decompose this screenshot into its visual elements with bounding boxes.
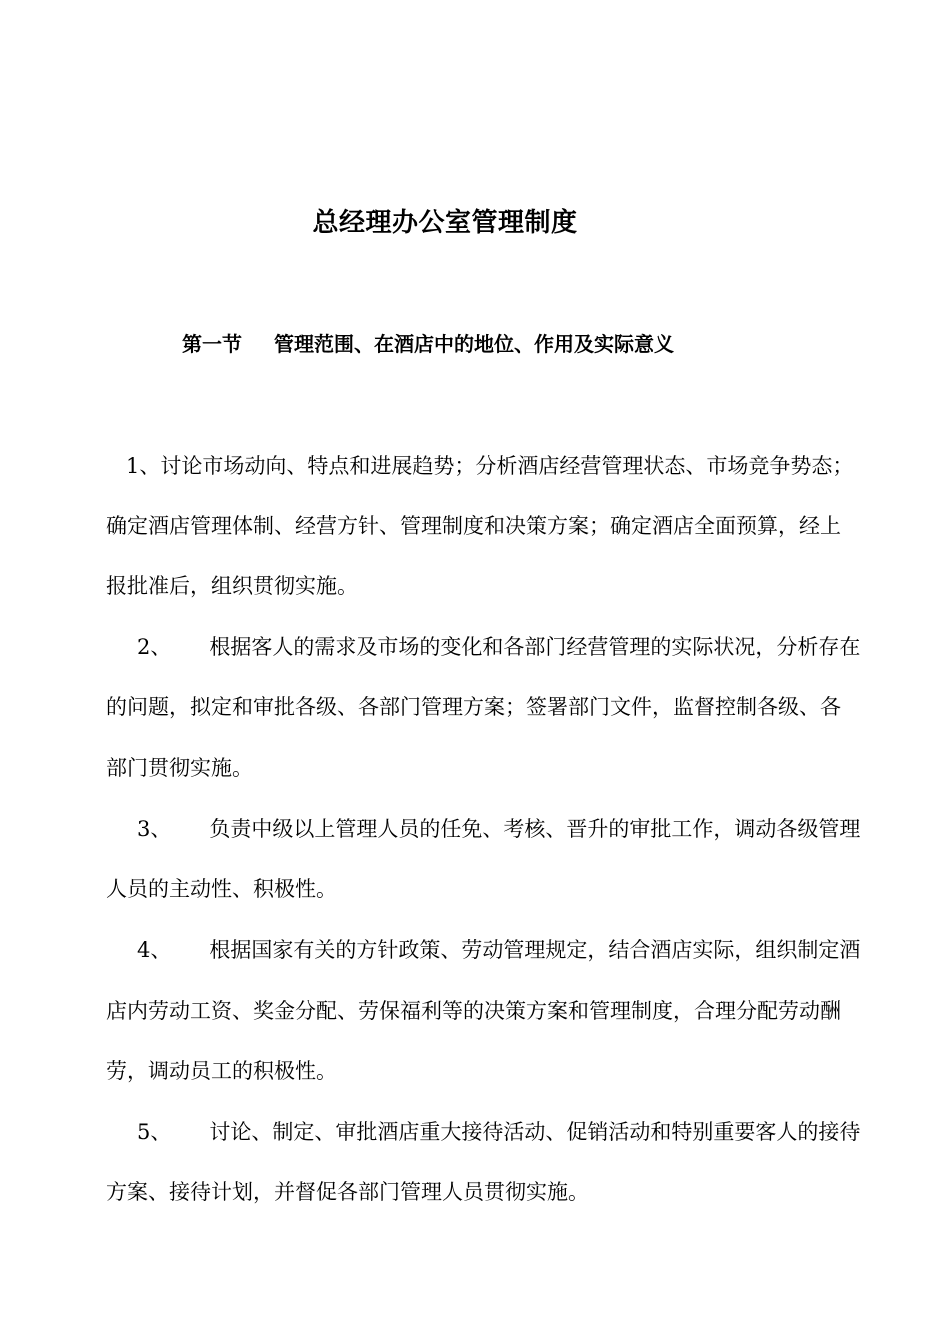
section-number: 第一节: [182, 332, 242, 356]
item-5-line-1: [137, 1115, 927, 1149]
item-4-line-1: [137, 933, 927, 967]
item-1-line-1: [126, 449, 916, 483]
item-5-number: 5、: [137, 1120, 172, 1144]
item-2-text-line-1: 根据客人的需求及市场的变化和各部门经营管理的实际状况，分析存在: [209, 635, 861, 659]
item-3-number: 3、: [137, 817, 172, 841]
section-title: 管理范围、在酒店中的地位、作用及实际意义: [274, 332, 674, 356]
item-3-line-2: 人员的主动性、积极性。: [106, 877, 337, 901]
item-1-line-2: 确定酒店管理体制、经营方针、管理制度和决策方案；确定酒店全面预算，经上: [106, 514, 841, 538]
item-2-line-2: 的问题，拟定和审批各级、各部门管理方案；签署部门文件，监督控制各级、各: [106, 695, 841, 719]
item-3-text-line-1: 负责中级以上管理人员的任免、考核、晋升的审批工作，调动各级管理: [209, 817, 861, 841]
item-4-number: 4、: [137, 938, 172, 962]
item-1-line-3: 报批准后，组织贯彻实施。: [106, 574, 358, 598]
item-5-line-2: 方案、接待计划，并督促各部门管理人员贯彻实施。: [106, 1180, 589, 1204]
item-2-line-3: 部门贯彻实施。: [106, 756, 253, 780]
item-4-line-3: 劳，调动员工的积极性。: [106, 1059, 337, 1083]
item-3-line-1: [137, 812, 927, 846]
item-1-text-line-1: 讨论市场动向、特点和进展趋势；分析酒店经营管理状态、市场竞争势态；: [160, 454, 854, 478]
document-title: 总经理办公室管理制度: [312, 208, 578, 238]
item-2-line-1: [137, 630, 927, 664]
item-1-number: 1、: [126, 454, 161, 478]
section-heading: [182, 327, 674, 361]
item-4-text-line-1: 根据国家有关的方针政策、劳动管理规定，结合酒店实际，组织制定酒: [209, 938, 861, 962]
item-2-number: 2、: [137, 635, 172, 659]
item-5-text-line-1: 讨论、制定、审批酒店重大接待活动、促销活动和特别重要客人的接待: [209, 1120, 861, 1144]
item-4-line-2: 店内劳动工资、奖金分配、劳保福利等的决策方案和管理制度，合理分配劳动酬: [106, 999, 841, 1023]
